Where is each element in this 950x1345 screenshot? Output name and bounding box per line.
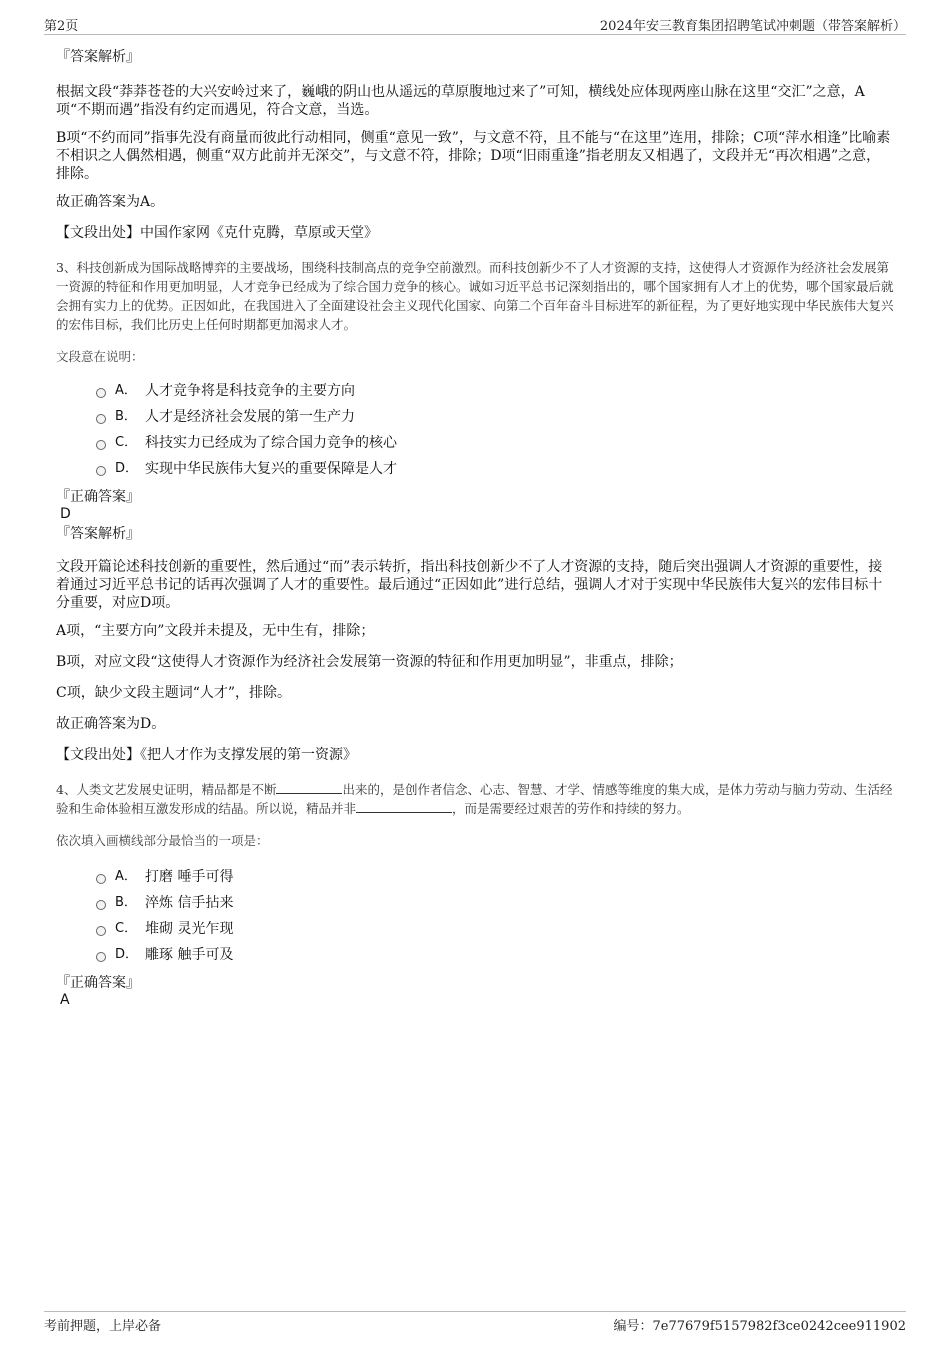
option-label: C． [115, 921, 138, 936]
q4-options [56, 864, 894, 968]
option-text: 科技实力已经成为了综合国力竞争的核心 [145, 435, 397, 451]
option-label: D． [115, 461, 139, 476]
q2-analysis-p3: 故正确答案为A。 [56, 194, 165, 210]
footer-slogan: 考前押题，上岸必备 [44, 1319, 162, 1334]
document-title: 2024年安三教育集团招聘笔试冲刺题（带答案解析） [599, 19, 906, 34]
q3-option-b[interactable] [96, 404, 894, 430]
option-text: 人才竞争将是科技竞争的主要方向 [145, 383, 355, 399]
option-label: A． [115, 869, 137, 884]
q4-correct-answer: A [60, 992, 70, 1008]
q3-option-a[interactable] [96, 378, 894, 404]
radio-icon[interactable] [96, 414, 106, 424]
option-label: D． [115, 947, 139, 962]
option-text: 堆砌 灵光乍现 [145, 921, 234, 937]
q3-analysis-p2: A项，“主要方向”文段并未提及，无中生有，排除； [56, 623, 375, 639]
q3-text: 3、科技创新成为国际战略博弈的主要战场，围绕科技制高点的竞争空前激烈。而科技创新少不了人才资源的支持，这使得人才资源作为经济社会发展第一资源的特征和作用更加明显，人才竞争已经成为了综合国力竞争的核心。诚如习近平总书记深刻指出的，哪个国家拥有人才上的优势，哪个国家最后就会拥有实力上的优势。正因如此，在我国进入了全面建设社会主义现代化国家、向第二个百年奋斗目标进军的新征程，为了更好地实现中华民族伟大复兴的宏伟目标，我们比历史上任何时期都更加渴求人才。 [56, 260, 894, 332]
option-label: B． [115, 895, 137, 910]
q4-text-part2: 出来的，是创作者信念、心志、智慧、才学、情感等维度的集大成，是体力劳动与脑力劳动、生活经验和生命体验相互激发形成的结晶。所以说，精品并非 [56, 782, 893, 816]
q3-correct-label: 『正确答案』 [56, 489, 140, 505]
radio-icon[interactable] [96, 388, 106, 398]
option-text: 淬炼 信手拈来 [145, 895, 234, 911]
q3-analysis-p3: B项，对应文段“这使得人才资源作为经济社会发展第一资源的特征和作用更加明显”，非重点，排除； [56, 654, 683, 670]
q4-correct-label: 『正确答案』 [56, 975, 140, 991]
document-code: 编号：7e77679f5157982f3ce0242cee911902 [613, 1319, 906, 1334]
q3-source: 【文段出处】《把人才作为支撑发展的第一资源》 [56, 747, 357, 763]
q2-analysis-p1: 根据文段“莽莽苍苍的大兴安岭过来了，巍峨的阴山也从遥远的草原腹地过来了”可知，横线处应体现两座山脉在这里“交汇”之意，A项“不期而遇”指没有约定而遇见，符合文意，当选。 [56, 84, 865, 118]
option-text: 实现中华民族伟大复兴的重要保障是人才 [145, 461, 397, 477]
radio-icon[interactable] [96, 440, 106, 450]
q4-text-part3: ，而是需要经过艰苦的劳作和持续的努力。 [452, 801, 690, 816]
radio-icon[interactable] [96, 466, 106, 476]
q4-stem: 依次填入画横线部分最恰当的一项是： [56, 833, 269, 848]
q4-option-b[interactable] [96, 890, 894, 916]
option-label: A． [115, 383, 137, 398]
option-text: 雕琢 触手可及 [145, 947, 234, 963]
q3-correct-answer: D [60, 506, 71, 522]
radio-icon[interactable] [96, 874, 106, 884]
q2-source: 【文段出处】中国作家网《克什克腾，草原或天堂》 [56, 225, 378, 241]
radio-icon[interactable] [96, 900, 106, 910]
option-text: 人才是经济社会发展的第一生产力 [145, 409, 355, 425]
q3-options [56, 378, 894, 482]
page-header [44, 14, 906, 35]
q3-option-d[interactable] [96, 456, 894, 482]
radio-icon[interactable] [96, 926, 106, 936]
q4-text-part1: 4、人类文艺发展史证明，精品都是不断 [56, 782, 277, 797]
q4-option-c[interactable] [96, 916, 894, 942]
q3-option-c[interactable] [96, 430, 894, 456]
q4-text [56, 780, 894, 818]
option-text: 打磨 唾手可得 [145, 869, 234, 885]
q3-analysis-label: 『答案解析』 [56, 526, 140, 542]
q2-analysis-label: 『答案解析』 [56, 49, 140, 65]
q4-option-a[interactable] [96, 864, 894, 890]
q3-stem: 文段意在说明： [56, 349, 144, 364]
page-footer [44, 1311, 906, 1338]
q4-option-d[interactable] [96, 942, 894, 968]
q3-analysis-p5: 故正确答案为D。 [56, 716, 166, 732]
q2-analysis-p2: B项“不约而同”指事先没有商量而彼此行动相同，侧重“意见一致”，与文意不符，且不能与“在这里”连用，排除；C项“萍水相逢”比喻素不相识之人偶然相遇，侧重“双方此前并无深交”，与文意不符，排除；D项“旧雨重逢”指老朋友又相遇了，文段并无“再次相遇”之意，排除。 [56, 130, 891, 182]
page-content [56, 44, 894, 1009]
option-label: B． [115, 409, 137, 424]
q3-analysis-p4: C项，缺少文段主题词“人才”，排除。 [56, 685, 292, 701]
fill-blank-2 [356, 800, 452, 813]
radio-icon[interactable] [96, 952, 106, 962]
q3-analysis-p1: 文段开篇论述科技创新的重要性，然后通过“而”表示转折，指出科技创新少不了人才资源的支持，随后突出强调人才资源的重要性，接着通过习近平总书记的话再次强调了人才的重要性。最后通过“正因如此”进行总结，强调人才对于实现中华民族伟大复兴的宏伟目标十分重要，对应D项。 [56, 559, 883, 611]
page-number: 第2页 [44, 19, 79, 34]
option-label: C． [115, 435, 138, 450]
fill-blank-1 [276, 781, 342, 794]
